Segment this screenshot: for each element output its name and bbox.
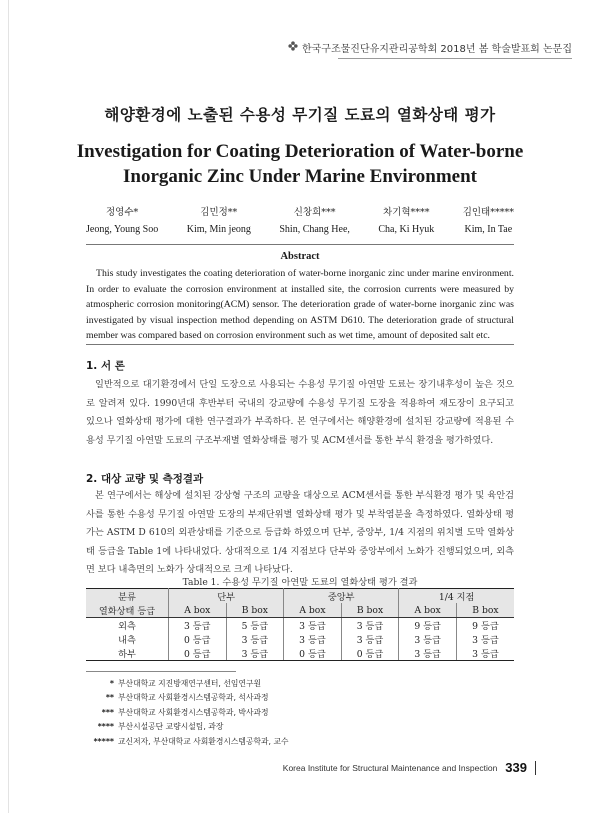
author-name-en: Kim, In Tae: [464, 224, 513, 235]
footnote-mark: *****: [93, 736, 114, 746]
title-english-line-2: Inorganic Zinc Under Marine Environment: [123, 166, 477, 187]
footnote: [80, 706, 289, 720]
footnote-text: 부산대학교 사회환경시스템공학과, 석사과정: [118, 693, 269, 703]
table-subheader-cell: B box: [341, 603, 399, 618]
author-rule: [86, 244, 514, 245]
table-group-header: 중앙부: [284, 589, 399, 604]
author: [463, 204, 514, 235]
journal-name: 한국구조물진단유지관리공학회 2018년 봄 학술발표회 논문집: [301, 44, 572, 55]
author-name-en: Shin, Chang Hee,: [279, 224, 350, 235]
table-cell: 3 등급: [456, 646, 514, 661]
author-name-kr: 차기혁****: [383, 207, 430, 218]
author-name-kr: 신창희***: [293, 207, 336, 218]
table-row: [86, 646, 514, 661]
title-korean: 해양환경에 노출된 수용성 무기질 도료의 열화상태 평가: [104, 106, 496, 124]
table-subheader-cell: A box: [169, 603, 227, 618]
section-2-heading: 2. 대상 교량 및 측정결과: [86, 473, 204, 485]
author: [86, 204, 158, 235]
table-row-label: 하부: [86, 646, 169, 661]
table-cell: 3 등급: [226, 646, 284, 661]
table-cell: 3 등급: [284, 632, 342, 646]
footnote: [80, 720, 289, 734]
table-subheader-cell: B box: [226, 603, 284, 618]
footnote-rule: [86, 671, 236, 672]
footer-organization: Korea Institute for Structural Maintenance and Inspection: [282, 762, 498, 773]
footnote-text: 부산대학교 지진방재연구센터, 선임연구원: [118, 679, 262, 688]
author: [378, 204, 434, 235]
table-cell: 0 등급: [341, 646, 399, 661]
table-group-header: 1/4 지점: [399, 589, 514, 604]
footnote: [80, 691, 289, 705]
table-row: [86, 632, 514, 646]
footnote-mark: *: [109, 679, 114, 688]
footnote-text: 부산대학교 사회환경시스템공학과, 박사과정: [118, 707, 269, 717]
author-name-en: Cha, Ki Hyuk: [378, 224, 435, 235]
header-rule: [338, 58, 572, 59]
footnote: [80, 735, 289, 749]
deterioration-grade-table: [86, 588, 514, 661]
table-cell: 3 등급: [341, 632, 399, 646]
footnote-mark: **: [105, 693, 114, 703]
author-list: [86, 204, 514, 235]
running-header: [288, 40, 572, 55]
table-group-header: 단부: [169, 589, 284, 604]
footnote-mark: ***: [101, 707, 114, 717]
table-caption: Table 1. 수용성 무기질 아연말 도료의 열화상태 평가 결과: [182, 577, 418, 588]
title-english: [0, 139, 600, 189]
table-cell: 3 등급: [399, 646, 457, 661]
table-subheader-row: [86, 603, 514, 618]
abstract-rule: [86, 344, 514, 345]
footnotes: [80, 677, 289, 749]
table-subheader-cell: A box: [284, 603, 342, 618]
table-cell: 3 등급: [399, 632, 457, 646]
author-name-en: Jeong, Young Soo: [86, 224, 159, 235]
table-cell: 0 등급: [169, 646, 227, 661]
table-cell: 9 등급: [456, 618, 514, 633]
table-cell: 3 등급: [456, 632, 514, 646]
table-cell: 3 등급: [341, 618, 399, 633]
page-footer: [283, 760, 536, 775]
table-header-cell: 분류: [86, 589, 169, 604]
section-1-heading: 1. 서 론: [86, 360, 125, 372]
section-1-body: 일반적으로 대기환경에서 단일 도장으로 사용되는 수용성 무기질 아연말 도료는 장기내후성이 높은 것으로 알려져 있다. 1990년대 후반부터 국내의 강교량에 수용성 무기질 도장을 적용하여 재도장이 요구되고 있으나 열화상태 평가에 대한 연구결과가 부족하다. 본 연구에서는 해양환경에 설치된 강교량에 적용된 수용성 무기질 아연말 도료의 구조부재별 열화상태를 평가 및 ACM센서를 통한 부식 환경을 평가하였다.: [86, 379, 514, 446]
table-cell: 0 등급: [169, 632, 227, 646]
table-cell: 9 등급: [399, 618, 457, 633]
author-name-kr: 김민정**: [200, 207, 238, 218]
title-english-line-1: Investigation for Coating Deterioration of Water-borne: [76, 141, 524, 162]
footnote: [80, 677, 289, 691]
table-header-cell: 열화상태 등급: [86, 603, 169, 618]
author-name-en: Kim, Min jeong: [186, 224, 251, 235]
table-cell: 5 등급: [226, 618, 284, 633]
table-subheader-cell: A box: [399, 603, 457, 618]
flower-icon: [288, 41, 298, 54]
abstract-text: This study investigates the coating deterioration of water-borne inorganic zinc under marine environment. In order to evaluate the corrosion environment at installed site, the corrosion currents were measured by atmospheric corrosion monitoring(ACM) sensor. The deterioration grade of water-borne inorganic zinc was investigated by visual inspection method depending on ASTM D610. The deterioration grade of structural member was compared based on corrosion environment such as wet time, amount of deposited salt etc.: [86, 268, 514, 342]
table-row: [86, 618, 514, 633]
table-row-label: 내측: [86, 632, 169, 646]
table-cell: 0 등급: [284, 646, 342, 661]
table-cell: 3 등급: [226, 632, 284, 646]
table-subheader-cell: B box: [456, 603, 514, 618]
author-name-kr: 정영수*: [105, 207, 139, 218]
footer-divider: [535, 761, 536, 775]
table-cell: 3 등급: [169, 618, 227, 633]
author-name-kr: 김인태*****: [462, 207, 514, 218]
abstract-heading: Abstract: [280, 251, 320, 262]
author: [187, 204, 251, 235]
footnote-mark: ****: [97, 722, 114, 732]
table-cell: 3 등급: [284, 618, 342, 633]
footnote-text: 교신저자, 부산대학교 사회환경시스템공학과, 교수: [118, 736, 289, 746]
footnote-text: 부산시설공단 교량시설팀, 과장: [118, 722, 224, 732]
page-number: 339: [505, 760, 527, 775]
table-header-row: [86, 589, 514, 604]
author: [279, 204, 350, 235]
table-row-label: 외측: [86, 618, 169, 633]
section-2-body: 본 연구에서는 해상에 설치된 강상형 구조의 교량을 대상으로 ACM센서를 통한 부식환경 평가 및 육안검사를 통한 수용성 무기질 아연말 도장의 부재단위별 열화상태 평가 및 부착염분을 측정하였다. 열화상태 평가는 ASTM D 610의 외관상태를 기준으로 등급화 하였으며 단부, 중앙부, 1/4 지점의 위치별 도막 열화상태 등급을 Table 1에 나타내었다. 상대적으로 1/4 지점보다 단부와 중앙부에서 노화가 진행되었으며, 외측면 보다 내측면의 노화가 상대적으로 크게 나타났다.: [86, 490, 514, 576]
